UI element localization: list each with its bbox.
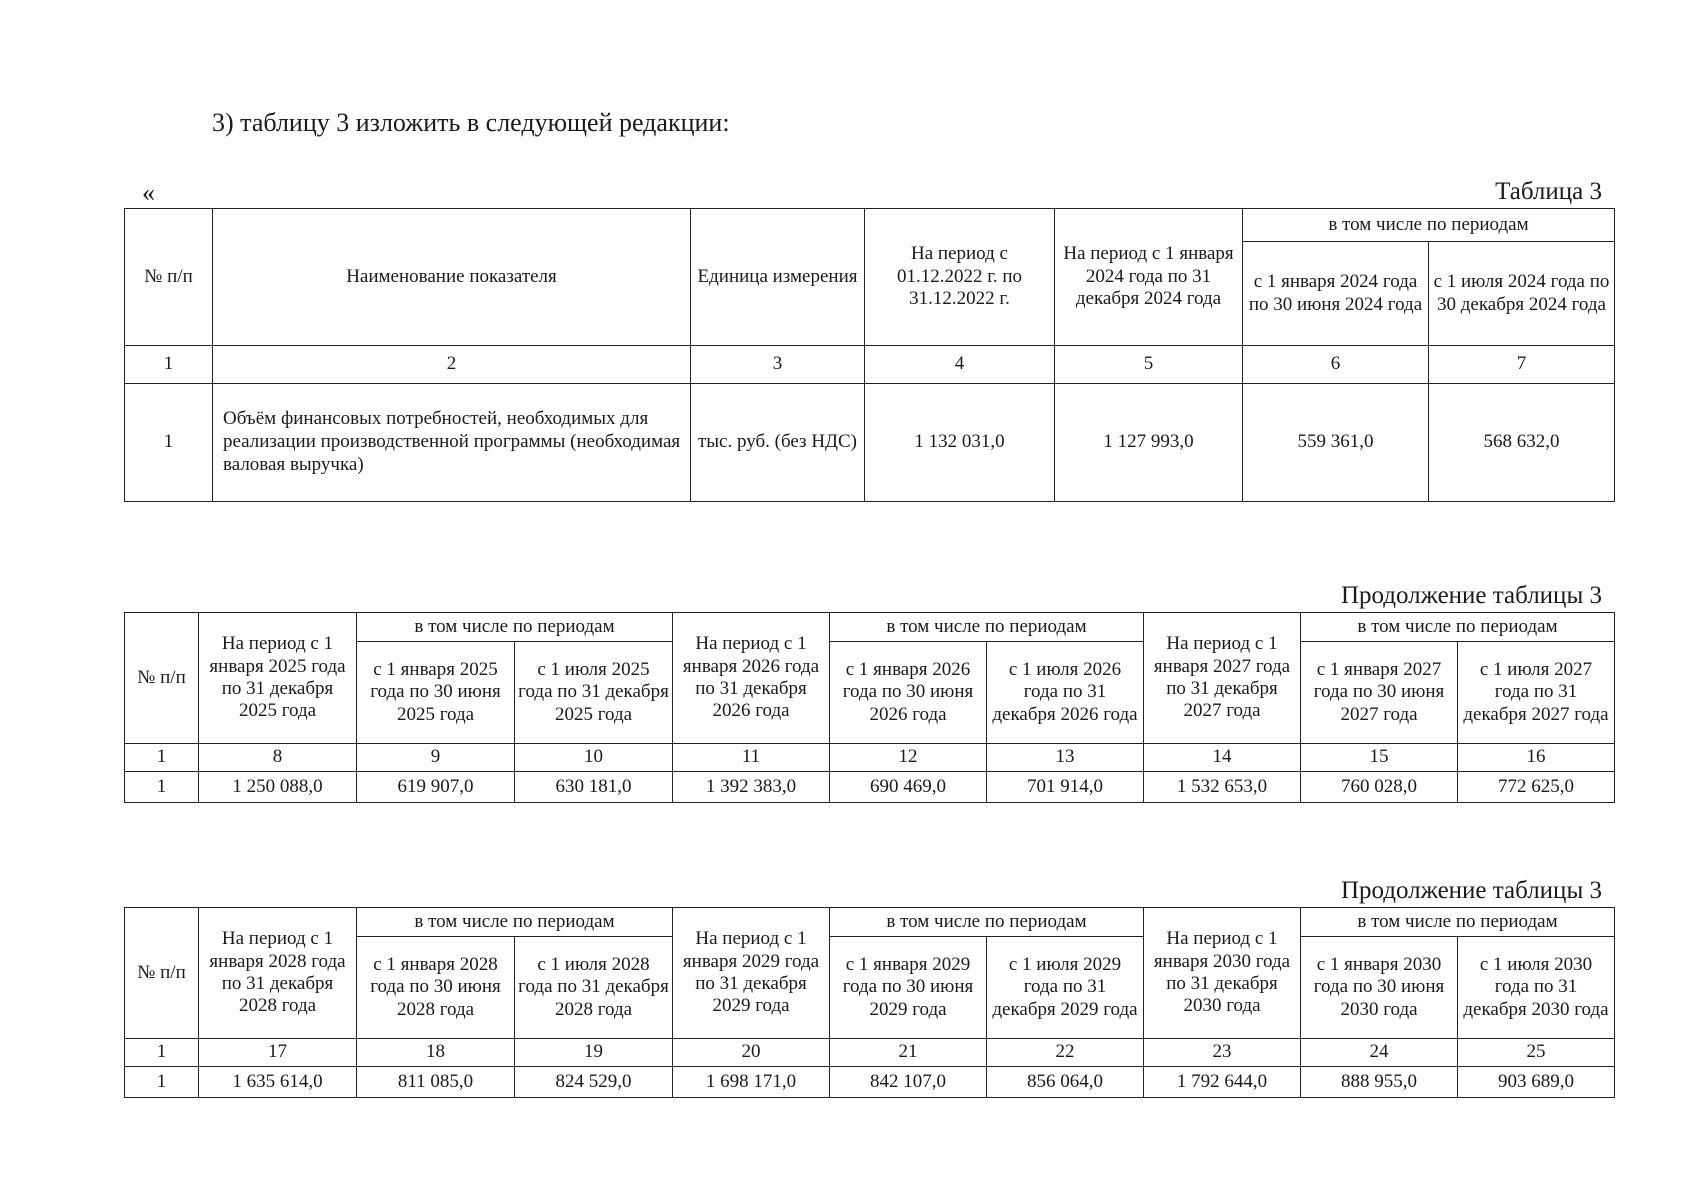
header-num: № п/п [125, 908, 199, 1039]
row-num: 1 [125, 1067, 199, 1098]
header-num: № п/п [125, 209, 213, 346]
table2-header-row-1 [125, 613, 1615, 642]
header-period-2029: На период с 1 января 2029 года по 31 декабря 2029 года [673, 908, 830, 1039]
value-2025-h1: 619 907,0 [357, 772, 515, 803]
table-row [125, 1067, 1615, 1098]
col-number: 22 [987, 1039, 1144, 1067]
value-2026: 1 392 383,0 [673, 772, 830, 803]
row-num: 1 [125, 384, 213, 502]
header-period-2025: На период с 1 января 2025 года по 31 декабря 2025 года [199, 613, 357, 744]
header-2025-h2: с 1 июля 2025 года по 31 декабря 2025 года [515, 642, 673, 744]
value-2029-h1: 842 107,0 [830, 1067, 987, 1098]
col-number: 5 [1055, 346, 1243, 384]
header-2030-h1: с 1 января 2030 года по 30 июня 2030 года [1301, 937, 1458, 1039]
col-number: 14 [1144, 744, 1301, 772]
col-number: 1 [125, 744, 199, 772]
header-period-2027: На период с 1 января 2027 года по 31 декабря 2027 года [1144, 613, 1301, 744]
header-subgroup: в том числе по периодам [830, 613, 1144, 642]
col-number: 10 [515, 744, 673, 772]
value-2025: 1 250 088,0 [199, 772, 357, 803]
value-2028-h2: 824 529,0 [515, 1067, 673, 1098]
col-number: 17 [199, 1039, 357, 1067]
value-2028: 1 635 614,0 [199, 1067, 357, 1098]
header-subgroup: в том числе по периодам [1301, 613, 1615, 642]
header-period-2030: На период с 1 января 2030 года по 31 декабря 2030 года [1144, 908, 1301, 1039]
value-2029-h2: 856 064,0 [987, 1067, 1144, 1098]
col-number: 15 [1301, 744, 1458, 772]
table-row [125, 772, 1615, 803]
header-2026-h2: с 1 июля 2026 года по 31 декабря 2026 года [987, 642, 1144, 744]
col-number: 1 [125, 1039, 199, 1067]
col-number: 2 [213, 346, 691, 384]
header-2026-h1: с 1 января 2026 года по 30 июня 2026 года [830, 642, 987, 744]
header-2029-h1: с 1 января 2029 года по 30 июня 2029 года [830, 937, 987, 1039]
header-2025-h1: с 1 января 2025 года по 30 июня 2025 года [357, 642, 515, 744]
value-2029: 1 698 171,0 [673, 1067, 830, 1098]
row-name: Объём финансовых потребностей, необходимых для реализации производственной программы (необходимая валовая выручка) [213, 384, 691, 502]
header-2028-h1: с 1 января 2028 года по 30 июня 2028 года [357, 937, 515, 1039]
col-number: 21 [830, 1039, 987, 1067]
intro-text: 3) таблицу 3 изложить в следующей редакции: [212, 108, 730, 137]
value-2027-h2: 772 625,0 [1458, 772, 1615, 803]
value-2028-h1: 811 085,0 [357, 1067, 515, 1098]
col-number: 19 [515, 1039, 673, 1067]
table3-header-row-1 [125, 908, 1615, 937]
col-number: 6 [1243, 346, 1429, 384]
col-number: 13 [987, 744, 1144, 772]
value-2026-h1: 690 469,0 [830, 772, 987, 803]
value-2026-h2: 701 914,0 [987, 772, 1144, 803]
header-2024-h2: с 1 июля 2024 года по 30 декабря 2024 года [1429, 242, 1615, 346]
table-row [125, 384, 1615, 502]
header-2029-h2: с 1 июля 2029 года по 31 декабря 2029 года [987, 937, 1144, 1039]
col-number: 20 [673, 1039, 830, 1067]
value-2030-h2: 903 689,0 [1458, 1067, 1615, 1098]
value-2027: 1 532 653,0 [1144, 772, 1301, 803]
header-2030-h2: с 1 июля 2030 года по 31 декабря 2030 года [1458, 937, 1615, 1039]
header-period-2028: На период с 1 января 2028 года по 31 декабря 2028 года [199, 908, 357, 1039]
col-number: 11 [673, 744, 830, 772]
table1-column-numbers [125, 346, 1615, 384]
header-2027-h1: с 1 января 2027 года по 30 июня 2027 года [1301, 642, 1458, 744]
header-2024-h1: с 1 января 2024 года по 30 июня 2024 года [1243, 242, 1429, 346]
table3-column-numbers [125, 1039, 1615, 1067]
table1-caption: Таблица 3 [1495, 178, 1602, 205]
col-number: 3 [691, 346, 865, 384]
col-number: 18 [357, 1039, 515, 1067]
col-number: 24 [1301, 1039, 1458, 1067]
col-number: 9 [357, 744, 515, 772]
table3-caption: Продолжение таблицы 3 [1340, 877, 1602, 904]
header-period-2022: На период с 01.12.2022 г. по 31.12.2022 г. [865, 209, 1055, 346]
row-num: 1 [125, 772, 199, 803]
header-subgroup: в том числе по периодам [357, 613, 673, 642]
header-num: № п/п [125, 613, 199, 744]
table1 [124, 208, 1615, 502]
table2-column-numbers [125, 744, 1615, 772]
col-number: 25 [1458, 1039, 1615, 1067]
table1-header-row-1 [125, 209, 1615, 242]
opening-quote: « [142, 178, 155, 207]
header-subgroup: в том числе по периодам [357, 908, 673, 937]
col-number: 7 [1429, 346, 1615, 384]
value-2024-h2: 568 632,0 [1429, 384, 1615, 502]
col-number: 8 [199, 744, 357, 772]
table2-caption: Продолжение таблицы 3 [1340, 582, 1602, 609]
header-2027-h2: с 1 июля 2027 года по 31 декабря 2027 года [1458, 642, 1615, 744]
col-number: 16 [1458, 744, 1615, 772]
col-number: 4 [865, 346, 1055, 384]
value-2025-h2: 630 181,0 [515, 772, 673, 803]
value-2030: 1 792 644,0 [1144, 1067, 1301, 1098]
header-subgroup: в том числе по периодам [1301, 908, 1615, 937]
value-2022: 1 132 031,0 [865, 384, 1055, 502]
table3 [124, 907, 1615, 1098]
header-period-2026: На период с 1 января 2026 года по 31 декабря 2026 года [673, 613, 830, 744]
value-2024-h1: 559 361,0 [1243, 384, 1429, 502]
col-number: 23 [1144, 1039, 1301, 1067]
table2 [124, 612, 1615, 803]
header-subgroup: в том числе по периодам [1243, 209, 1615, 242]
header-2028-h2: с 1 июля 2028 года по 31 декабря 2028 года [515, 937, 673, 1039]
header-name: Наименование показателя [213, 209, 691, 346]
col-number: 1 [125, 346, 213, 384]
row-unit: тыс. руб. (без НДС) [691, 384, 865, 502]
header-period-2024: На период с 1 января 2024 года по 31 декабря 2024 года [1055, 209, 1243, 346]
col-number: 12 [830, 744, 987, 772]
header-subgroup: в том числе по периодам [830, 908, 1144, 937]
value-2027-h1: 760 028,0 [1301, 772, 1458, 803]
value-2024: 1 127 993,0 [1055, 384, 1243, 502]
header-unit: Единица измерения [691, 209, 865, 346]
value-2030-h1: 888 955,0 [1301, 1067, 1458, 1098]
